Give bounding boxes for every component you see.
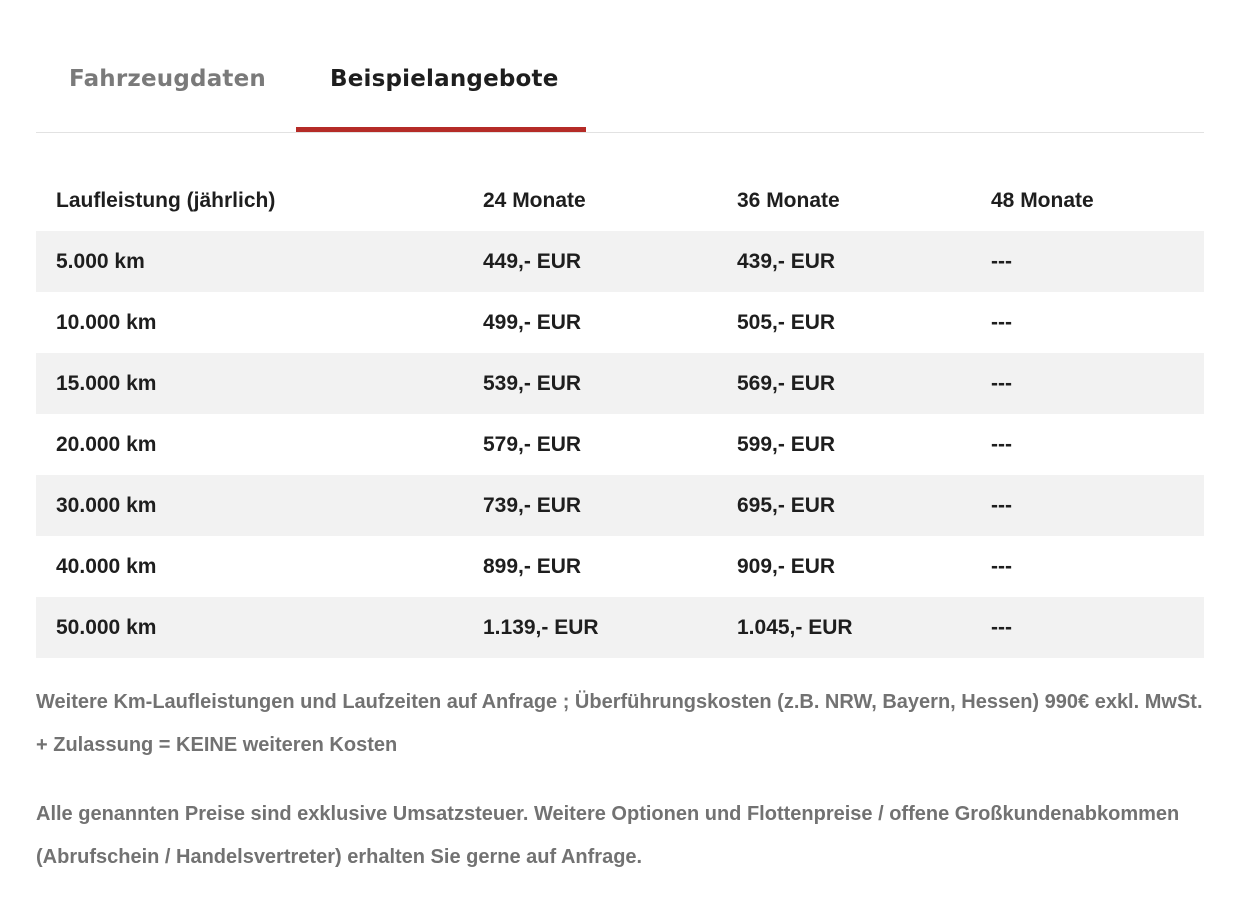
tab-beispielangebote[interactable]	[296, 58, 586, 132]
mileage-cell: 50.000 km	[56, 615, 157, 639]
price-cell: 599,- EUR	[737, 432, 836, 456]
table-row	[36, 414, 1204, 475]
price-cell: ---	[991, 615, 1012, 639]
table-row	[36, 475, 1204, 536]
price-cell: 539,- EUR	[483, 371, 582, 395]
column-header: 48 Monate	[991, 188, 1094, 212]
column-header: 24 Monate	[483, 188, 586, 212]
price-cell: 1.139,- EUR	[483, 615, 599, 639]
price-cell: 449,- EUR	[483, 249, 582, 273]
price-cell: ---	[991, 432, 1012, 456]
price-cell: 1.045,- EUR	[737, 615, 853, 639]
table-row	[36, 231, 1204, 292]
table-header-row	[36, 170, 1204, 231]
column-header: Laufleistung (jährlich)	[56, 188, 276, 212]
price-cell: 739,- EUR	[483, 493, 582, 517]
active-tab-indicator	[296, 127, 586, 132]
price-cell: ---	[991, 249, 1012, 273]
offers-table	[36, 170, 1204, 658]
table-row	[36, 292, 1204, 353]
price-cell: 899,- EUR	[483, 554, 582, 578]
mileage-cell: 30.000 km	[56, 493, 157, 517]
mileage-cell: 15.000 km	[56, 371, 157, 395]
price-cell: 569,- EUR	[737, 371, 836, 395]
price-cell: ---	[991, 493, 1012, 517]
price-cell: 499,- EUR	[483, 310, 582, 334]
mileage-cell: 20.000 km	[56, 432, 157, 456]
tab-label: Beispielangebote	[330, 66, 559, 92]
price-disclaimer: Alle genannten Preise sind exklusive Umsatzsteuer. Weitere Optionen und Flottenpreise / offene Großkundenabkommen (Abrufschein / Handelsvertreter) erhalten Sie gerne auf Anfrage.	[36, 803, 1180, 868]
table-row	[36, 536, 1204, 597]
price-cell: 579,- EUR	[483, 432, 582, 456]
price-cell: ---	[991, 554, 1012, 578]
price-cell: ---	[991, 310, 1012, 334]
column-header: 36 Monate	[737, 188, 840, 212]
info-note: Weitere Km-Laufleistungen und Laufzeiten auf Anfrage ; Überführungskosten (z.B. NRW, Bayern, Hessen) 990€ exkl. MwSt. + Zulassung = KEINE weiteren Kosten	[36, 691, 1203, 756]
mileage-cell: 5.000 km	[56, 249, 145, 273]
price-cell: 695,- EUR	[737, 493, 836, 517]
table-row	[36, 597, 1204, 658]
tab-label: Fahrzeugdaten	[69, 66, 266, 92]
price-cell: ---	[991, 371, 1012, 395]
price-cell: 505,- EUR	[737, 310, 836, 334]
table-row	[36, 353, 1204, 414]
price-cell: 439,- EUR	[737, 249, 836, 273]
mileage-cell: 40.000 km	[56, 554, 157, 578]
tab-bar	[36, 0, 1204, 133]
mileage-cell: 10.000 km	[56, 310, 157, 334]
price-cell: 909,- EUR	[737, 554, 836, 578]
